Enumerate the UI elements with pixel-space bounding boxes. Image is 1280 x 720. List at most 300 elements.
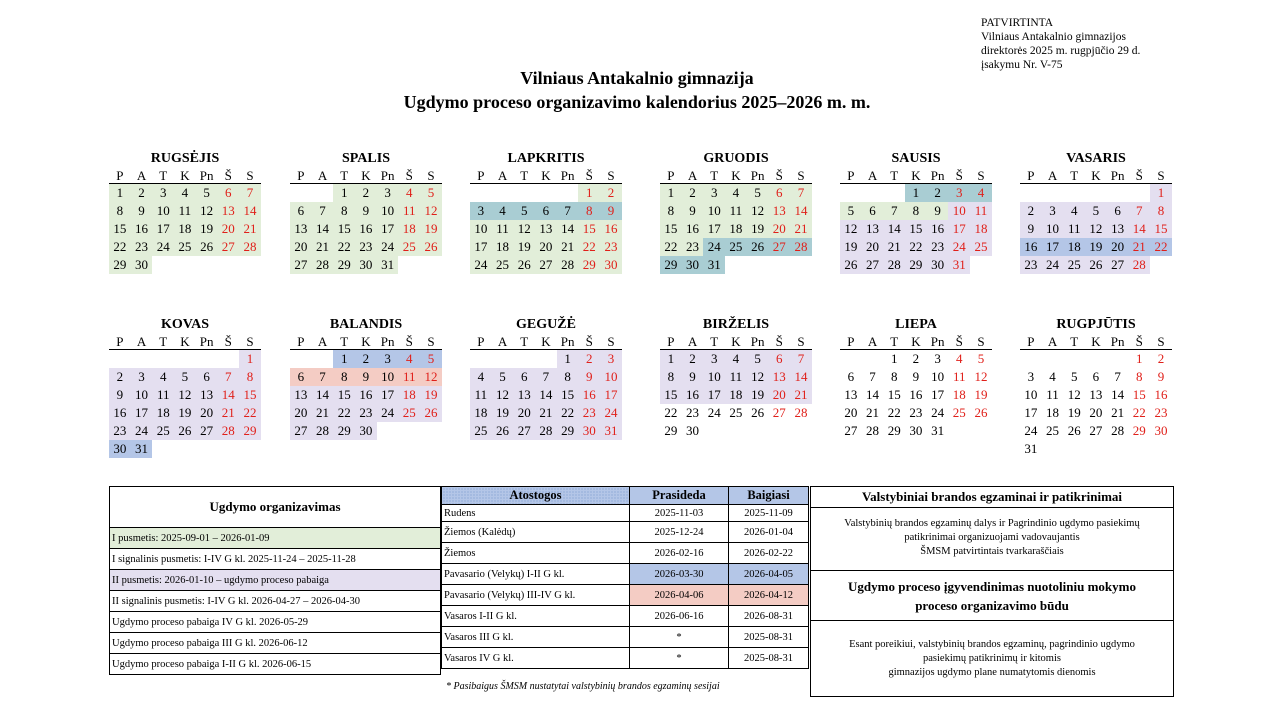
day-cell: 27 [513, 422, 535, 440]
day-cell: 18 [470, 404, 492, 422]
day-cell: 13 [217, 202, 239, 220]
weekday-label: K [731, 334, 741, 349]
day-cell: 2 [355, 184, 377, 202]
holiday-name: Vasaros III G kl. [442, 627, 630, 648]
holiday-end: 2026-08-31 [729, 606, 809, 627]
day-cell: 1 [239, 350, 261, 368]
weekday-header [470, 334, 622, 350]
day-cell: 8 [890, 369, 898, 384]
approval-stamp [981, 16, 1140, 72]
day-cell: 27 [772, 405, 786, 420]
holiday-name: Žiemos [442, 543, 630, 564]
day-cell: 31 [931, 423, 945, 438]
remote-text-line: pasiekimų patikrinimų ir kitomis [923, 653, 1061, 664]
day-cell: 30 [355, 422, 377, 440]
holidays-col-name: Atostogos [442, 487, 630, 505]
weekday-label: A [1047, 168, 1058, 183]
day-cell: 11 [725, 202, 747, 220]
day-cell: 19 [974, 387, 988, 402]
remote-text-line: Esant poreikiui, valstybinių brandos egzaminų, pagrindinio ugdymo [849, 639, 1135, 650]
day-grid [840, 350, 992, 440]
day-cell: 26 [492, 422, 514, 440]
month-name: GEGUŽĖ [516, 317, 576, 332]
weekday-label: T [710, 168, 719, 183]
day-cell: 28 [217, 422, 239, 440]
day-cell: 8 [660, 368, 682, 386]
weekday-label: A [136, 334, 147, 349]
day-cell: 14 [866, 387, 880, 402]
day-cell: 15 [333, 220, 355, 238]
day-cell: 6 [1092, 369, 1100, 384]
day-cell: 31 [703, 256, 725, 274]
day-cell: 7 [790, 184, 812, 202]
weekday-label: Š [1135, 168, 1143, 183]
weekday-label: Š [405, 334, 413, 349]
day-cell: 22 [239, 404, 261, 422]
weekday-label: K [911, 168, 921, 183]
weekday-label: P [847, 168, 855, 183]
exams-box [810, 486, 1174, 697]
day-cell: 24 [152, 238, 174, 256]
day-cell: 30 [686, 423, 700, 438]
day-cell: 12 [492, 386, 514, 404]
holidays-col-start: Prasideda [630, 487, 729, 505]
day-cell: 23 [1020, 256, 1042, 274]
day-cell: 6 [768, 184, 790, 202]
day-cell: 17 [703, 220, 725, 238]
day-cell: 14 [239, 202, 261, 220]
day-cell: 28 [312, 256, 334, 274]
approval-line: PATVIRTINTA [981, 17, 1054, 29]
day-cell: 19 [420, 386, 442, 404]
weekday-label: Pn [930, 168, 945, 183]
day-cell: 25 [174, 238, 196, 256]
day-cell: 17 [1042, 238, 1064, 256]
day-cell: 17 [948, 220, 970, 238]
day-cell: 15 [905, 220, 927, 238]
month-calendar [840, 150, 992, 274]
weekday-label: T [1070, 168, 1079, 183]
holiday-end: 2025-08-31 [729, 648, 809, 669]
day-grid [470, 184, 622, 274]
day-cell: 13 [862, 220, 884, 238]
weekday-label: Š [585, 334, 593, 349]
weekday-label: K [361, 334, 371, 349]
weekday-label: S [1157, 334, 1165, 349]
day-cell: 22 [333, 404, 355, 422]
weekday-label: A [867, 334, 878, 349]
month-calendar [1020, 150, 1172, 274]
weekday-label: K [361, 168, 371, 183]
weekday-label: Pn [560, 168, 575, 183]
day-cell: 11 [152, 386, 174, 404]
day-cell: 3 [131, 368, 153, 386]
weekday-label: S [977, 334, 985, 349]
day-cell: 24 [1024, 423, 1038, 438]
weekday-label: S [427, 334, 435, 349]
day-cell: 8 [660, 202, 682, 220]
day-cell: 13 [768, 368, 790, 386]
weekday-label: Š [775, 334, 783, 349]
day-cell: 24 [377, 238, 399, 256]
day-cell: 9 [600, 202, 622, 220]
day-cell: 30 [131, 256, 153, 274]
day-cell: 23 [355, 238, 377, 256]
day-cell: 2 [912, 351, 920, 366]
day-cell: 19 [747, 386, 769, 404]
holiday-name: Pavasario (Velykų) I-II G kl. [442, 564, 630, 585]
day-cell: 25 [398, 404, 420, 422]
day-cell: 14 [1128, 220, 1150, 238]
day-cell: 17 [152, 220, 174, 238]
day-cell: 19 [174, 404, 196, 422]
weekday-label: S [977, 168, 985, 183]
weekday-label: S [797, 168, 805, 183]
holiday-start: 2026-02-16 [630, 543, 729, 564]
day-cell: 23 [686, 405, 700, 420]
day-cell: 15 [660, 386, 682, 404]
weekday-label: P [667, 334, 675, 349]
weekday-label: K [541, 334, 551, 349]
day-cell: 1 [660, 184, 682, 202]
day-cell: 17 [600, 386, 622, 404]
day-cell: 20 [768, 386, 790, 404]
weekday-label: T [520, 334, 529, 349]
weekday-label: P [116, 334, 124, 349]
day-cell: 7 [883, 202, 905, 220]
day-cell: 16 [682, 386, 704, 404]
day-cell: 25 [470, 422, 492, 440]
holiday-end: 2025-11-09 [729, 505, 809, 522]
day-cell: 24 [703, 238, 725, 256]
weekday-label: Š [955, 168, 963, 183]
month-name: BALANDIS [329, 317, 403, 332]
day-cell: 6 [535, 202, 557, 220]
day-cell: 10 [152, 202, 174, 220]
weekday-label: Š [224, 168, 232, 183]
day-cell: 14 [790, 202, 812, 220]
organization-row: II signalinis pusmetis: I-IV G kl. 2026-04-27 – 2026-04-30 [110, 591, 441, 612]
day-cell: 4 [1063, 202, 1085, 220]
day-cell: 21 [217, 404, 239, 422]
holiday-start: * [630, 627, 729, 648]
day-cell: 23 [909, 405, 923, 420]
organization-row: II pusmetis: 2026-01-10 – ugdymo proceso pabaiga [110, 570, 441, 591]
day-cell: 20 [196, 404, 218, 422]
day-cell: 28 [1111, 423, 1125, 438]
day-cell: 28 [790, 238, 812, 256]
day-cell: 9 [912, 369, 920, 384]
day-cell: 23 [355, 404, 377, 422]
weekday-header [1020, 334, 1172, 350]
day-cell: 12 [1067, 387, 1081, 402]
day-cell: 16 [131, 220, 153, 238]
day-cell: 18 [725, 386, 747, 404]
weekday-label: A [1047, 334, 1058, 349]
day-cell: 6 [290, 368, 312, 386]
day-cell: 1 [905, 184, 927, 202]
day-cell: 27 [196, 422, 218, 440]
day-cell: 16 [927, 220, 949, 238]
day-cell: 15 [239, 386, 261, 404]
day-cell: 1 [333, 350, 355, 368]
weekday-label: A [317, 168, 328, 183]
day-cell: 3 [934, 351, 941, 366]
weekday-label: A [867, 168, 878, 183]
weekday-label: S [1157, 168, 1165, 183]
weekday-label: Š [405, 168, 413, 183]
day-cell: 29 [664, 423, 678, 438]
month-name: BIRŽELIS [702, 317, 770, 332]
day-cell: 16 [578, 386, 600, 404]
weekday-label: K [1091, 334, 1101, 349]
weekday-label: S [607, 334, 615, 349]
day-cell: 10 [948, 202, 970, 220]
day-cell: 26 [513, 256, 535, 274]
weekday-label: A [687, 334, 698, 349]
day-cell: 5 [420, 184, 442, 202]
day-cell: 1 [333, 184, 355, 202]
remote-title-line: Ugdymo proceso įgyvendinimas nuotoliniu mokymo [848, 579, 1136, 594]
day-cell: 31 [948, 256, 970, 274]
day-cell: 20 [290, 404, 312, 422]
day-cell: 1 [1150, 184, 1172, 202]
day-cell: 18 [1063, 238, 1085, 256]
holidays-col-end: Baigiasi [729, 487, 809, 505]
day-cell: 30 [927, 256, 949, 274]
day-cell: 12 [840, 220, 862, 238]
day-cell: 9 [1020, 220, 1042, 238]
day-cell: 2 [1020, 202, 1042, 220]
holiday-end: 2026-02-22 [729, 543, 809, 564]
day-cell: 13 [290, 386, 312, 404]
weekday-label: P [477, 168, 485, 183]
footnote: * Pasibaigus ŠMSM nustatytai valstybinių brandos egzaminų sesijai [446, 681, 720, 692]
weekday-label: T [890, 168, 899, 183]
exams-text [811, 508, 1173, 570]
day-grid [1020, 350, 1172, 458]
holiday-name: Rudens [442, 505, 630, 522]
weekday-header [660, 334, 812, 350]
weekday-label: K [1091, 168, 1101, 183]
day-cell: 16 [1154, 387, 1168, 402]
day-cell: 14 [557, 220, 579, 238]
day-cell: 2 [600, 184, 622, 202]
day-cell: 3 [703, 184, 725, 202]
day-cell: 22 [557, 404, 579, 422]
day-cell: 15 [557, 386, 579, 404]
month-name: LIEPA [895, 317, 937, 332]
weekday-header [840, 334, 992, 350]
day-cell: 4 [970, 184, 992, 202]
weekday-label: P [1027, 334, 1035, 349]
organization-row: I signalinis pusmetis: I-IV G kl. 2025-11-24 – 2025-11-28 [110, 549, 441, 570]
day-cell: 26 [196, 238, 218, 256]
day-cell: 5 [420, 350, 442, 368]
day-cell: 24 [948, 238, 970, 256]
day-cell: 3 [948, 184, 970, 202]
day-cell: 25 [952, 405, 966, 420]
day-cell: 26 [174, 422, 196, 440]
day-cell: 14 [312, 386, 334, 404]
day-cell: 19 [747, 220, 769, 238]
day-cell: 24 [470, 256, 492, 274]
day-cell: 22 [1150, 238, 1172, 256]
weekday-header [290, 334, 442, 350]
day-cell: 27 [1107, 256, 1129, 274]
holiday-start: 2026-06-16 [630, 606, 729, 627]
day-cell: 22 [664, 405, 678, 420]
day-cell: 17 [703, 386, 725, 404]
day-cell: 6 [513, 368, 535, 386]
weekday-label: K [911, 334, 921, 349]
weekday-header [660, 168, 812, 184]
day-cell: 5 [747, 184, 769, 202]
day-cell: 4 [492, 202, 514, 220]
day-cell: 9 [131, 202, 153, 220]
day-cell: 7 [790, 350, 812, 368]
day-cell: 3 [703, 350, 725, 368]
remote-title-line: proceso organizavimo būdu [915, 598, 1069, 613]
holiday-start: 2025-11-03 [630, 505, 729, 522]
day-cell: 22 [333, 238, 355, 256]
weekday-label: Š [224, 334, 232, 349]
day-cell: 18 [1046, 405, 1060, 420]
day-cell: 29 [578, 256, 600, 274]
day-cell: 11 [1046, 387, 1059, 402]
weekday-label: S [246, 334, 254, 349]
day-cell: 6 [1107, 202, 1129, 220]
exams-text-line: patikrinimai organizuojami vadovaujantis [904, 532, 1080, 543]
day-cell: 24 [931, 405, 945, 420]
day-cell: 20 [1107, 238, 1129, 256]
day-cell: 20 [290, 238, 312, 256]
day-cell: 3 [377, 184, 399, 202]
day-cell: 5 [174, 368, 196, 386]
day-cell: 26 [420, 238, 442, 256]
day-cell: 26 [420, 404, 442, 422]
holiday-start: 2026-03-30 [630, 564, 729, 585]
weekday-label: K [731, 168, 741, 183]
day-cell: 21 [790, 386, 812, 404]
weekday-label: Š [1135, 334, 1143, 349]
day-cell: 21 [557, 238, 579, 256]
day-cell: 23 [131, 238, 153, 256]
day-cell: 7 [1128, 202, 1150, 220]
day-grid [109, 184, 261, 274]
day-cell: 12 [420, 368, 442, 386]
month-calendar [1020, 316, 1172, 458]
day-cell: 17 [377, 220, 399, 238]
day-cell: 4 [470, 368, 492, 386]
day-grid [1020, 184, 1172, 274]
remote-text-line: gimnazijos ugdymo plane numatytomis dienomis [888, 667, 1096, 678]
month-calendar [109, 150, 261, 274]
day-cell: 10 [1042, 220, 1064, 238]
day-cell: 20 [862, 238, 884, 256]
day-cell: 22 [887, 405, 901, 420]
day-cell: 15 [578, 220, 600, 238]
day-cell: 2 [109, 368, 131, 386]
weekday-label: P [1027, 168, 1035, 183]
weekday-header [290, 168, 442, 184]
weekday-label: K [180, 168, 190, 183]
month-calendar [109, 316, 261, 458]
day-cell: 30 [682, 256, 704, 274]
month-name: RUGSĖJIS [150, 151, 220, 166]
day-cell: 12 [420, 202, 442, 220]
day-cell: 26 [840, 256, 862, 274]
day-cell: 11 [1063, 220, 1085, 238]
day-cell: 21 [883, 238, 905, 256]
day-cell: 27 [862, 256, 884, 274]
exams-text-line: Valstybinių brandos egzaminų dalys ir Pagrindinio ugdymo pasiekimų [844, 518, 1140, 529]
day-cell: 14 [217, 386, 239, 404]
day-cell: 9 [1157, 369, 1165, 384]
day-cell: 10 [1024, 387, 1038, 402]
day-cell: 15 [887, 387, 901, 402]
day-cell: 9 [109, 386, 131, 404]
day-cell: 18 [398, 220, 420, 238]
day-cell: 22 [578, 238, 600, 256]
day-cell: 31 [600, 422, 622, 440]
weekday-header [470, 168, 622, 184]
day-cell: 21 [312, 238, 334, 256]
day-cell: 10 [600, 368, 622, 386]
day-cell: 31 [131, 440, 153, 458]
day-cell: 2 [578, 350, 600, 368]
holiday-name: Vasaros IV G kl. [442, 648, 630, 669]
weekday-label: T [1070, 334, 1079, 349]
organization-table [109, 486, 441, 675]
day-cell: 17 [931, 387, 945, 402]
weekday-label: T [159, 168, 168, 183]
day-cell: 5 [513, 202, 535, 220]
day-cell: 1 [890, 351, 898, 366]
day-cell: 24 [600, 404, 622, 422]
day-cell: 8 [557, 368, 579, 386]
weekday-label: Pn [380, 168, 395, 183]
weekday-label: K [180, 334, 190, 349]
day-cell: 19 [1085, 238, 1107, 256]
day-cell: 9 [927, 202, 949, 220]
month-name: SPALIS [342, 151, 390, 166]
weekday-label: P [116, 168, 124, 183]
day-cell: 25 [152, 422, 174, 440]
day-cell: 24 [131, 422, 153, 440]
day-cell: 24 [377, 404, 399, 422]
day-cell: 8 [333, 368, 355, 386]
day-grid [290, 184, 442, 274]
day-cell: 28 [312, 422, 334, 440]
day-cell: 31 [377, 256, 399, 274]
approval-line: Vilniaus Antakalnio gimnazijos [981, 31, 1126, 43]
weekday-label: K [541, 168, 551, 183]
weekday-header [109, 168, 261, 184]
approval-line: įsakymu Nr. V-75 [981, 59, 1063, 71]
day-cell: 19 [513, 238, 535, 256]
day-cell: 23 [578, 404, 600, 422]
day-cell: 25 [725, 238, 747, 256]
day-cell: 31 [1024, 441, 1038, 456]
organization-row: Ugdymo proceso pabaiga I-II G kl. 2026-06-15 [110, 654, 441, 675]
day-cell: 29 [887, 423, 901, 438]
day-cell: 21 [312, 404, 334, 422]
day-cell: 9 [578, 368, 600, 386]
day-cell: 23 [600, 238, 622, 256]
day-cell: 10 [131, 386, 153, 404]
holiday-end: 2026-04-12 [729, 585, 809, 606]
